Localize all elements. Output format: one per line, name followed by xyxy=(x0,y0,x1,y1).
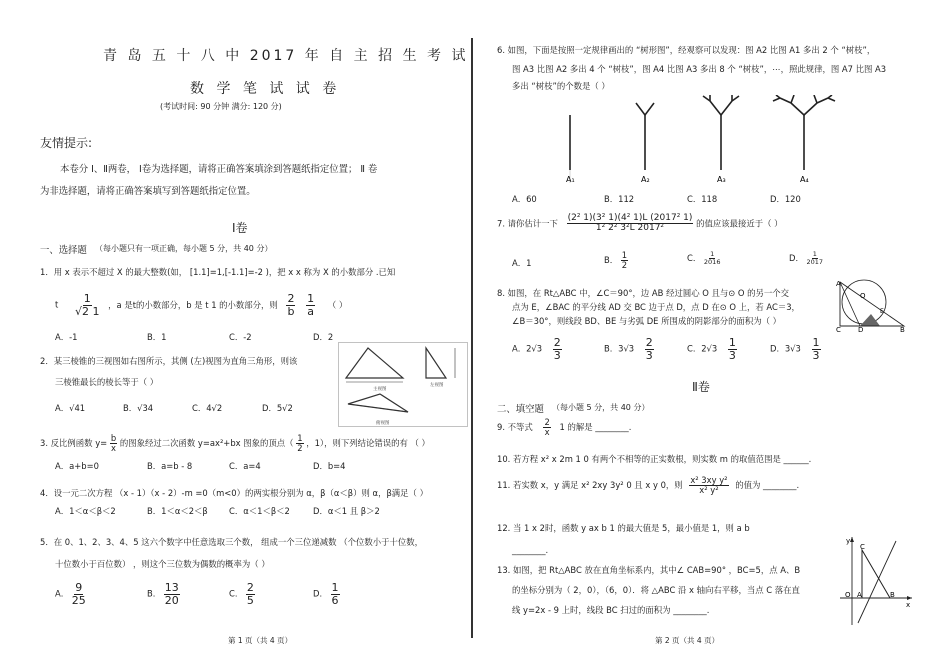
q2-option-d[interactable]: D．5√2 xyxy=(262,403,293,413)
exam-info: (考试时间: 90 分钟 满分: 120 分) xyxy=(160,102,282,111)
q5-d-n: 1 xyxy=(331,581,339,594)
q11-n: x² 3xy y² xyxy=(690,475,728,485)
q6-option-b[interactable]: B．112 xyxy=(604,194,635,204)
q8-stem-2: 点为 E，∠BAC 的平分线 AD 交 BC 边于点 D，点 D 在⊙ O 上，若 AC＝3， xyxy=(512,302,800,312)
q8-d-d: 3 xyxy=(812,348,820,362)
q3-option-d[interactable]: D．b=4 xyxy=(313,461,346,471)
q8-b-frac xyxy=(645,337,654,361)
q5-stem-2: 十位数小于百位数） ，则这个三位数为偶数的概率为（ ） xyxy=(55,559,270,569)
q13-label-b: B xyxy=(890,591,895,599)
q2-stem-2: 三棱锥最长的棱长等于（ ） xyxy=(55,377,159,387)
q7-suffix: 的值应该最接近于（ ） xyxy=(696,218,783,229)
section1-title: 一、选择题 xyxy=(40,245,87,256)
q5-option-d[interactable] xyxy=(313,582,340,606)
q4-stem: 4．设一元二次方程 （x - 1）（x - 2）-m =0（m<0）的两实根分别为 α，β（α＜β）则 α，β满足（ ） xyxy=(40,488,428,498)
q8-option-b[interactable] xyxy=(604,337,654,361)
q5-a-n: 9 xyxy=(75,581,83,594)
q4-option-d[interactable]: D．α＜1 且 β＞2 xyxy=(313,506,380,516)
tree-figure xyxy=(558,95,843,185)
q5-b-n: 13 xyxy=(164,581,179,594)
q10-stem: 10. 若方程 x² x 2m 1 0 有两个不相等的正实数根，则实数 m 的取值范围是 ______. xyxy=(497,454,812,464)
q7-b-frac xyxy=(621,251,628,270)
q11-d: x² y² xyxy=(699,484,719,495)
q1-f2-num: 1 xyxy=(307,292,315,305)
three-view-figure xyxy=(338,342,468,427)
page-divider xyxy=(471,38,473,638)
q5-a-frac xyxy=(72,582,86,606)
q1-fraction-1a xyxy=(306,293,315,317)
q5-b-d: 20 xyxy=(164,593,179,607)
q6-option-a[interactable]: A．60 xyxy=(512,194,537,204)
q7-option-a[interactable]: A．1 xyxy=(512,258,532,268)
q3-option-b[interactable]: B．a=b - 8 xyxy=(147,461,193,471)
q11-prefix: 11. 若实数 x，y 满足 x² 2xy 3y² 0 且 x y 0，则 xyxy=(497,479,683,490)
q1-frac-den: √2 1 xyxy=(74,304,100,318)
q5-c-label: C． xyxy=(229,588,244,599)
tree-label-a2: A₂ xyxy=(641,175,650,184)
q11-suffix: 的值为 ________. xyxy=(735,479,800,490)
q6-stem-2: 图 A3 比图 A2 多出 4 个 “树枝”，图 A4 比图 A3 多出 8 个 “树枝”，⋯，照此规律，图 A7 比图 A3 xyxy=(512,64,887,74)
q8-c-n: 1 xyxy=(728,336,736,349)
q1-middle: ，a 是t的小数部分，b 是 t 1 的小数部分，则 xyxy=(108,299,278,310)
q5-d-label: D． xyxy=(313,588,328,599)
q7-d-n: 1 xyxy=(812,250,817,258)
q13-stem-2: 的坐标分别为（ 2，0），（6，0）．将 △ABC 沿 x 轴向右平移，当点 C 落在直 xyxy=(512,585,800,595)
q9-d: x xyxy=(544,426,550,437)
q1-f1-num: 2 xyxy=(287,292,295,305)
q8-d-n: 1 xyxy=(812,336,820,349)
q12-blank: ________. xyxy=(512,545,549,555)
q3-bx xyxy=(110,434,117,453)
q1-t: t xyxy=(55,299,59,310)
q2-option-b[interactable]: B．√34 xyxy=(123,403,154,413)
q13-label-a: A xyxy=(857,591,862,599)
q7-option-d[interactable] xyxy=(789,251,823,266)
q13-stem-3: 线 y=2x - 9 上时，线段 BC 扫过的面积为 ________. xyxy=(512,605,710,615)
q7-option-b[interactable] xyxy=(604,251,628,270)
part2-title: Ⅱ卷 xyxy=(692,380,710,394)
q11-fraction xyxy=(689,476,728,495)
q6-option-d[interactable]: D．120 xyxy=(770,194,801,204)
q7-d-d: 2017 xyxy=(806,257,824,266)
q8-a-frac xyxy=(553,337,562,361)
hint-title: 友情提示: xyxy=(40,136,93,150)
q1-formula xyxy=(55,293,347,317)
q8-option-c[interactable] xyxy=(687,337,737,361)
q5-c-d: 5 xyxy=(246,593,254,607)
q1-fraction-2b xyxy=(286,293,295,317)
front-view-label: 主视图 xyxy=(373,387,387,392)
q1-frac-num: 1 xyxy=(83,292,91,305)
q13-label-c: C xyxy=(860,543,865,551)
q1-option-a[interactable]: A．-1 xyxy=(55,332,78,342)
q5-d-frac xyxy=(331,582,340,606)
q8-a-d: 3 xyxy=(553,348,561,362)
page1-footer: 第 1 页（共 4 页） xyxy=(228,636,293,645)
q12-stem: 12. 当 1 x 2时，函数 y ax b 1 的最大值是 5，最小值是 1，则 a b xyxy=(497,523,750,533)
part1-title: Ⅰ卷 xyxy=(232,221,248,235)
q3-middle: 的图象经过二次函数 y=ax²+bx 图象的顶点（ xyxy=(119,437,294,448)
q5-c-frac xyxy=(246,582,255,606)
q9-prefix: 9. 不等式 xyxy=(497,421,533,432)
q7-c-d: 2016 xyxy=(703,257,721,266)
q3-b: b xyxy=(110,433,117,443)
q4-option-c[interactable]: C．α＜1＜β＜2 xyxy=(229,506,290,516)
q1-f2-den: a xyxy=(307,304,315,318)
side-view-label: 左视图 xyxy=(430,383,444,388)
q3-option-a[interactable]: A．a+b=0 xyxy=(55,461,99,471)
q7-d-label: D． xyxy=(789,252,804,263)
q9-n: 2 xyxy=(544,417,550,427)
q3-option-c[interactable]: C．a=4 xyxy=(229,461,261,471)
q13-label-x: x xyxy=(906,601,911,609)
q4-option-b[interactable]: B．1＜α＜2＜β xyxy=(147,506,208,516)
q1-option-b[interactable]: B．1 xyxy=(147,332,167,342)
exam-subtitle: 数 学 笔 试 试 卷 xyxy=(190,81,341,97)
q8-a-n: 2 xyxy=(553,336,561,349)
q8-option-a[interactable] xyxy=(512,337,562,361)
q7-b-d: 2 xyxy=(621,259,628,270)
q8-stem: 8. 如图，在 Rt△ABC 中，∠C＝90°，边 AB 经过圆心 O 且与⊙ O 的另一个交 xyxy=(497,288,790,298)
q13-label-o: O xyxy=(845,591,851,599)
q5-option-a[interactable] xyxy=(55,582,86,606)
section2-note: （每小题 5 分，共 40 分） xyxy=(552,403,650,412)
tree-label-a1: A₁ xyxy=(566,175,575,184)
q5-option-b[interactable] xyxy=(147,582,180,606)
q4-option-a[interactable]: A．1＜α＜β＜2 xyxy=(55,506,116,516)
tree-label-a4: A₄ xyxy=(800,175,809,184)
q8-option-d[interactable] xyxy=(770,337,821,361)
q3-x: x xyxy=(111,442,116,453)
coordinate-figure xyxy=(838,535,918,627)
q9-suffix: 1 的解是 ________. xyxy=(559,421,632,432)
q8-label-a: A xyxy=(836,280,841,288)
q3-end: ，1），则下列结论错误的有 （ ） xyxy=(306,437,430,448)
q8-b-label: B．3√3 xyxy=(604,343,635,354)
q9-stem xyxy=(497,418,631,437)
q5-c-n: 2 xyxy=(246,581,254,594)
tree-label-a3: A₃ xyxy=(717,175,726,184)
q1-stem: 1．用 x 表示不超过 X 的最大整数(如， [1.1]=1,[-1.1]=-2 )，把 x x 称为 X 的小数部分 .已知 xyxy=(40,267,396,277)
section1-note: （每小题只有一项正确，每小题 5 分，共 40 分） xyxy=(95,244,273,253)
q8-c-label: C．2√3 xyxy=(687,343,718,354)
q8-d-frac xyxy=(812,337,821,361)
q3-prefix: 3. 反比例函数 y= xyxy=(40,437,108,448)
top-view-label: 俯视图 xyxy=(376,421,390,426)
q3-half xyxy=(296,434,303,453)
page2-footer: 第 2 页（共 4 页） xyxy=(655,636,720,645)
q7-numerator: (2² 1)(3² 1)(4² 1)L (2017² 1) xyxy=(567,213,693,223)
q6-stem-3: 多出 “树枝”的个数是（ ） xyxy=(512,81,610,91)
q7-d-frac xyxy=(807,251,824,266)
q7-fraction xyxy=(567,214,694,234)
q13-stem: 13. 如图，把 Rt△ABC 放在直角坐标系内，其中∠ CAB=90° ，BC=5，点 A、B xyxy=(497,565,801,575)
q7-c-frac xyxy=(704,251,721,266)
q9-fraction xyxy=(543,418,550,437)
q5-a-d: 25 xyxy=(71,593,86,607)
q5-stem: 5．在 0、1、2、3、4、5 这六个数字中任意选取三个数， 组成一个三位递减数 （个位数小于十位数， xyxy=(40,537,423,547)
q5-option-c[interactable] xyxy=(229,582,255,606)
q5-b-frac xyxy=(164,582,180,606)
q7-b-label: B． xyxy=(604,254,619,265)
q2-option-c[interactable]: C．4√2 xyxy=(192,403,223,413)
q1-fraction xyxy=(75,293,100,317)
q8-c-frac xyxy=(728,337,737,361)
q8-c-d: 3 xyxy=(728,348,736,362)
q7-b-n: 1 xyxy=(621,250,628,260)
q3-half-d: 2 xyxy=(297,442,303,453)
q8-label-o: O xyxy=(860,292,866,300)
q11-stem xyxy=(497,476,799,495)
q3-stem xyxy=(40,434,430,453)
q8-label-b: B xyxy=(900,326,905,332)
q7-c-label: C． xyxy=(687,252,702,263)
q8-stem-3: ∠B＝30°，则线段 BD、BE 与劣弧 DE 所围成的阴影部分的面积为（ ） xyxy=(512,316,782,326)
q1-option-c[interactable]: C．-2 xyxy=(229,332,252,342)
q5-b-label: B． xyxy=(147,588,162,599)
q1-option-d[interactable]: D．2 xyxy=(313,332,334,342)
q1-f1-den: b xyxy=(287,304,295,318)
q8-label-d: D xyxy=(858,326,864,332)
q2-option-a[interactable]: A．√41 xyxy=(55,403,86,413)
q7-stem xyxy=(497,214,783,234)
circle-triangle-figure xyxy=(836,278,908,332)
q6-option-c[interactable]: C．118 xyxy=(687,194,718,204)
q5-d-d: 6 xyxy=(331,593,339,607)
q6-stem: 6. 如图，下面是按照一定规律画出的 “树形图”，经观察可以发现：图 A2 比图 A1 多出 2 个 “树枝”， xyxy=(497,45,876,55)
q7-prefix: 7. 请你估计一下 xyxy=(497,218,558,229)
q7-denominator: 1² 2² 3²L 2017² xyxy=(595,223,665,234)
q2-stem: 2．某三棱锥的三视图如右图所示，其侧 (左)视图为直角三角形，则该 xyxy=(40,356,298,366)
q3-half-n: 1 xyxy=(297,433,303,443)
exam-title: 青 岛 五 十 八 中 2017 年 自 主 招 生 考 试 xyxy=(103,48,469,64)
q8-label-e: E xyxy=(880,308,884,315)
section2-title: 二、填空题 xyxy=(497,404,544,415)
q5-a-label: A． xyxy=(55,588,70,599)
hint-line-2: 为非选择题，请将正确答案填写到答题纸指定位置。 xyxy=(40,186,256,197)
q8-a-label: A．2√3 xyxy=(512,343,543,354)
q8-d-label: D．3√3 xyxy=(770,343,801,354)
q8-b-n: 2 xyxy=(645,336,653,349)
q8-b-d: 3 xyxy=(645,348,653,362)
q7-option-c[interactable] xyxy=(687,251,720,266)
q13-label-y: y xyxy=(846,537,851,545)
q1-paren: （ ） xyxy=(327,299,348,310)
q7-c-n: 1 xyxy=(710,250,715,258)
hint-line-1: 本卷分 Ⅰ、Ⅱ两卷， Ⅰ卷为选择题，请将正确答案填涂到答题纸指定位置； Ⅱ 卷 xyxy=(60,164,378,175)
q8-label-c: C xyxy=(836,326,841,332)
